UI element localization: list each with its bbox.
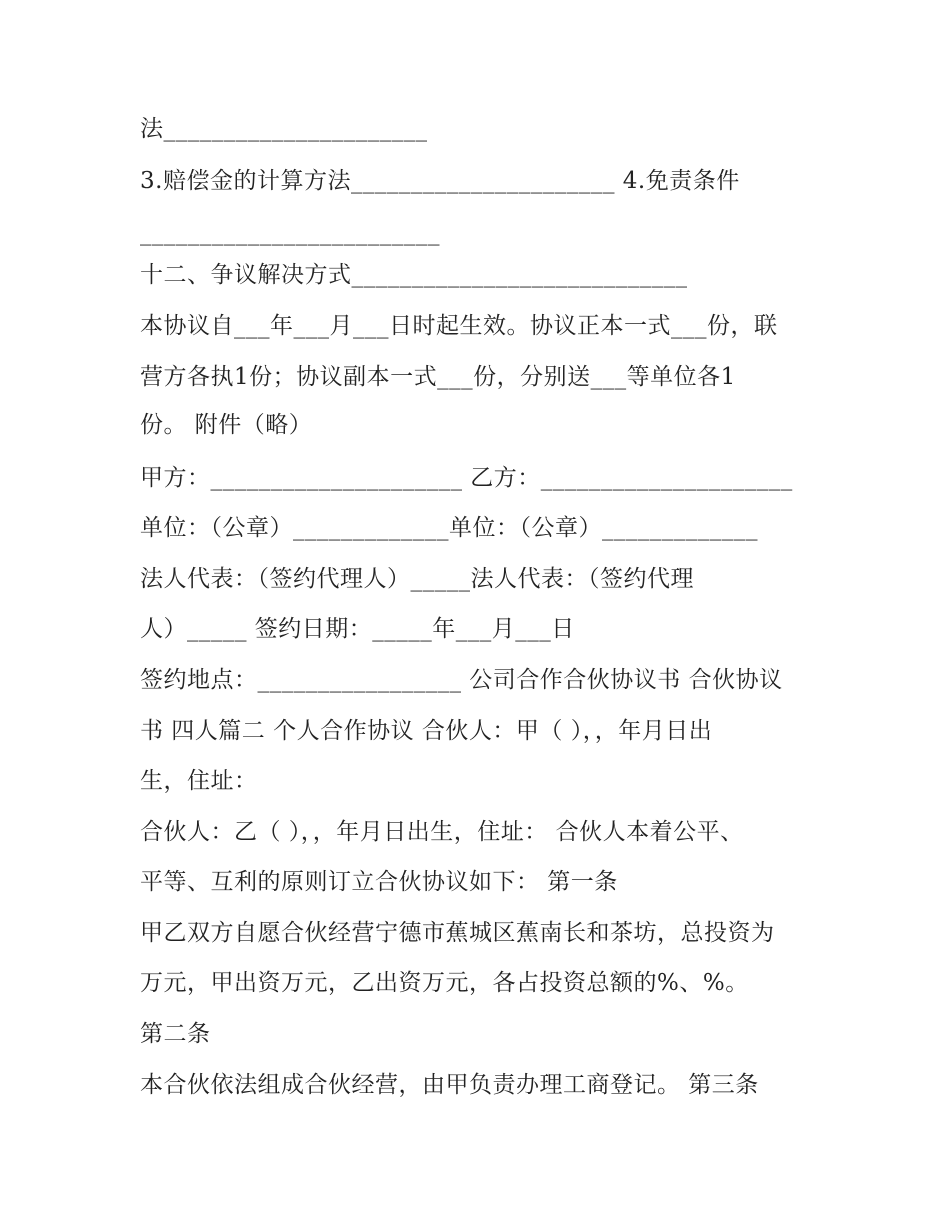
signature-place-line: 签约地点：_________________ 公司合作合伙协议书 合伙协议: [140, 667, 783, 693]
signature-seal-line: 单位：（公章）_____________单位：（公章）_____________: [140, 515, 758, 541]
text-line: 份。 附件（略）: [140, 412, 313, 438]
text-line: 甲乙双方自愿合伙经营宁德市蕉城区蕉南长和茶坊，总投资为: [140, 920, 775, 946]
text-line: 本合伙依法组成合伙经营，由甲负责办理工商登记。 第三条: [140, 1072, 759, 1098]
text-line: 本协议自___年___月___日时起生效。协议正本一式___份，联: [140, 313, 778, 339]
section-heading: 十二、争议解决方式____________________________: [140, 262, 688, 288]
signature-representative-line: 法人代表：（签约代理人）_____法人代表：（签约代理: [140, 566, 694, 592]
signature-date-line: 人）_____ 签约日期：_____年___月___日: [140, 616, 575, 642]
text-line: 万元，甲出资万元，乙出资万元，各占投资总额的%、%。: [140, 970, 749, 996]
text-line: 书 四人篇二 个人合作协议 合伙人：甲（ ），，年月日出: [140, 718, 713, 744]
text-line: 3.赔偿金的计算方法______________________ 4.免责条件: [140, 168, 740, 194]
text-line: _________________________: [140, 220, 440, 246]
text-line: 生，住址：: [140, 768, 258, 794]
text-line: 合伙人：乙（ ），，年月日出生，住址： 合伙人本着公平、: [140, 819, 744, 845]
text-line: 法______________________: [140, 116, 428, 142]
text-line: 营方各执1份；协议副本一式___份，分别送___等单位各1: [140, 364, 736, 390]
article-heading: 第二条: [140, 1021, 211, 1047]
signature-party-line: 甲方：_____________________ 乙方：_____________________: [140, 465, 793, 491]
text-line: 平等、互利的原则订立合伙协议如下： 第一条: [140, 869, 618, 895]
